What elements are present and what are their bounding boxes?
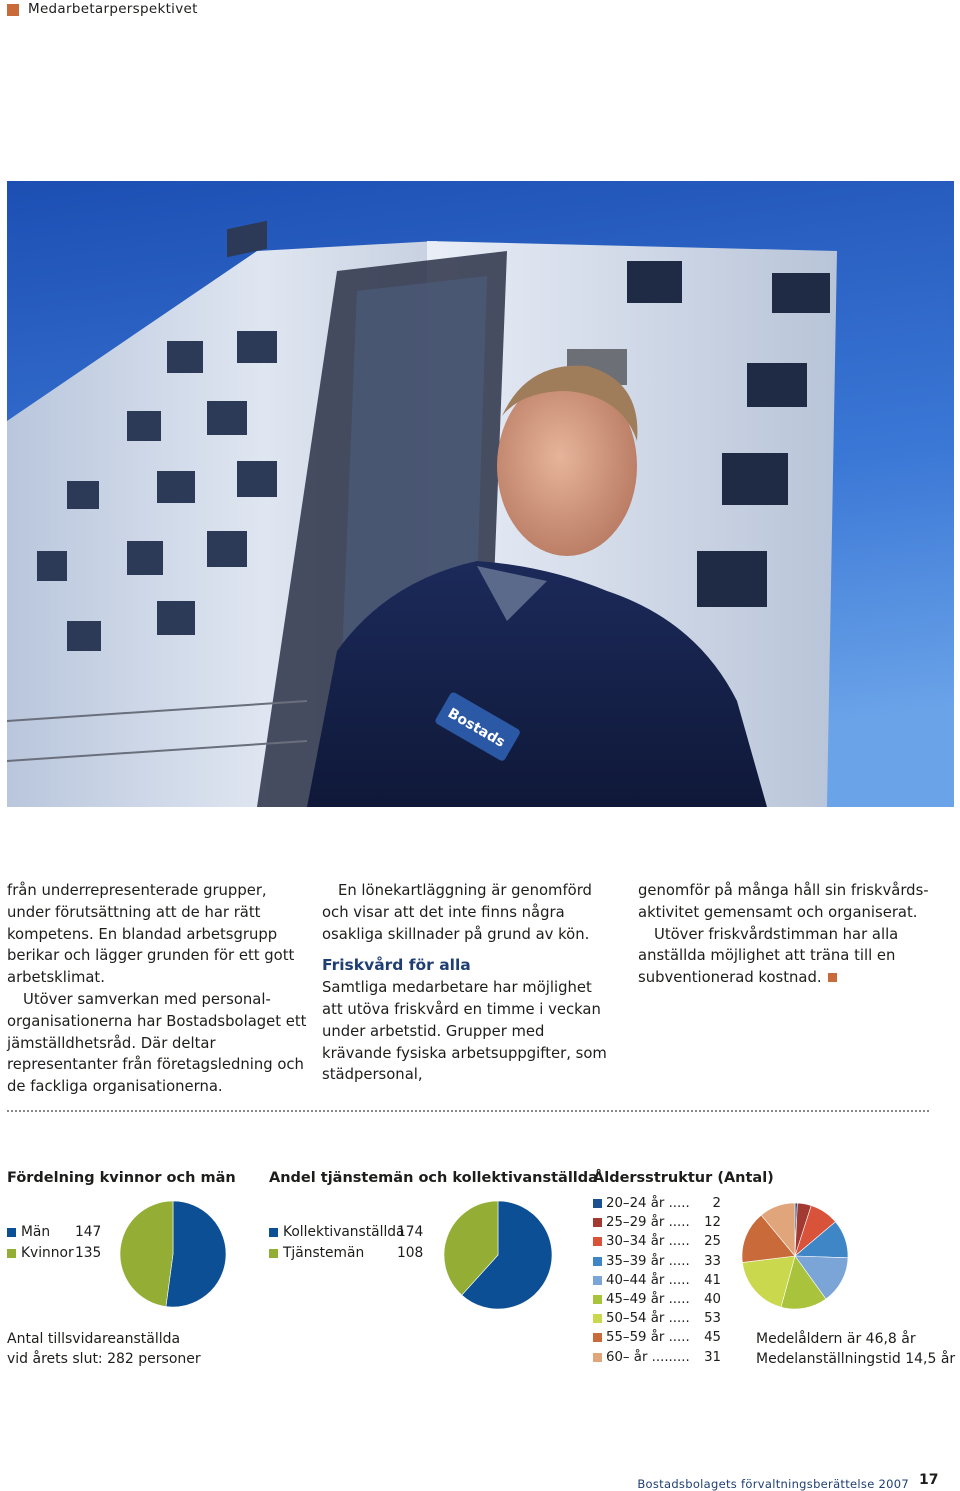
gender-note bbox=[7, 1329, 201, 1369]
age-legend-value: 33 bbox=[691, 1252, 721, 1271]
age-legend-label: 40–44 år ..... bbox=[606, 1271, 698, 1290]
age-legend-swatch bbox=[593, 1218, 602, 1227]
end-of-article-marker bbox=[828, 973, 837, 982]
age-legend-row bbox=[593, 1194, 723, 1213]
age-legend-swatch bbox=[593, 1276, 602, 1285]
photo-building-employee bbox=[7, 181, 954, 807]
legend-label-men: Män bbox=[21, 1224, 51, 1240]
age-note bbox=[756, 1329, 955, 1369]
footer-page-number: 17 bbox=[919, 1472, 939, 1488]
legend-label-women: Kvinnor bbox=[21, 1245, 74, 1261]
legend-swatch-women bbox=[7, 1249, 16, 1258]
age-legend-value: 41 bbox=[691, 1271, 721, 1290]
age-legend-row bbox=[593, 1290, 723, 1309]
age-legend-value: 45 bbox=[691, 1328, 721, 1347]
legend-label-tjanstemen: Tjänstemän bbox=[283, 1245, 365, 1261]
age-note-line-2: Medelanställningstid 14,5 år bbox=[756, 1351, 956, 1367]
legend-value-tjanstemen: 108 bbox=[397, 1245, 424, 1261]
gender-pie-slice bbox=[166, 1201, 226, 1307]
gender-pie-slice bbox=[120, 1201, 173, 1307]
gender-chart-title: Fördelning kvinnor och män bbox=[7, 1170, 236, 1186]
age-legend-swatch bbox=[593, 1257, 602, 1266]
section-marker-square bbox=[7, 4, 19, 16]
age-legend-label: 35–39 år ..... bbox=[606, 1252, 698, 1271]
age-legend bbox=[593, 1194, 723, 1366]
col2-heading: Friskvård för alla bbox=[322, 956, 471, 975]
legend-row-men bbox=[7, 1223, 117, 1241]
age-note-line-1: Medelåldern är 46,8 år bbox=[756, 1331, 916, 1347]
col1-paragraph-1: från underrepresenterade grupper, under förutsättning att de har rätt kompetens. En blandad arbetsgrupp berikar och lägger grunden för ett gott arbetsklimat. bbox=[7, 882, 295, 987]
age-legend-value: 40 bbox=[691, 1290, 721, 1309]
age-legend-value: 31 bbox=[691, 1348, 721, 1367]
legend-swatch-kollektiv bbox=[269, 1228, 278, 1237]
col1-paragraph-2: Utöver samverkan med personalorganisationerna har Bostadsbolaget ett jämställdhetsråd. Där deltar representanter från företagsledning och de fackliga organisationerna. bbox=[7, 990, 307, 1096]
age-legend-label: 55–59 år ..... bbox=[606, 1328, 698, 1347]
age-legend-label: 50–54 år ..... bbox=[606, 1309, 698, 1328]
legend-value-women: 135 bbox=[75, 1245, 102, 1261]
legend-swatch-men bbox=[7, 1228, 16, 1237]
text-column-3 bbox=[638, 880, 938, 989]
age-legend-label: 20–24 år ..... bbox=[606, 1194, 698, 1213]
gender-note-line-1: Antal tillsvidareanställda bbox=[7, 1331, 181, 1347]
employment-legend bbox=[269, 1223, 429, 1263]
age-legend-swatch bbox=[593, 1333, 602, 1342]
col3-paragraph-1: genomför på många håll sin friskvårdsaktivitet gemensamt och organiserat. bbox=[638, 882, 929, 921]
age-legend-value: 53 bbox=[691, 1309, 721, 1328]
legend-value-kollektiv: 174 bbox=[397, 1224, 424, 1240]
age-legend-swatch bbox=[593, 1199, 602, 1208]
employment-chart-title: Andel tjänstemän och kollektivanställda bbox=[269, 1170, 598, 1186]
age-legend-value: 12 bbox=[691, 1213, 721, 1232]
svg-text:Bostads: Bostads bbox=[444, 705, 508, 751]
age-legend-value: 2 bbox=[691, 1194, 721, 1213]
text-column-2 bbox=[322, 880, 617, 1086]
age-legend-label: 60– år ..... bbox=[606, 1348, 698, 1367]
dotted-divider bbox=[7, 1110, 929, 1112]
age-chart-title: Åldersstruktur (Antal) bbox=[593, 1170, 774, 1186]
gender-note-line-2: vid årets slut: 282 personer bbox=[7, 1351, 201, 1367]
legend-row-women bbox=[7, 1244, 117, 1262]
age-legend-value: 25 bbox=[691, 1232, 721, 1251]
col2-body: Samtliga medarbetare har möjlighet att utöva friskvård en timme i veckan under arbetstid. Grupper med krävande fysiska arbetsuppgifter, som städpersonal, bbox=[322, 979, 607, 1084]
age-legend-row bbox=[593, 1348, 723, 1367]
legend-value-men: 147 bbox=[75, 1224, 102, 1240]
age-legend-row bbox=[593, 1328, 723, 1347]
photo-illustration bbox=[7, 181, 954, 807]
legend-label-kollektiv: Kollektivanställda bbox=[283, 1224, 405, 1240]
age-legend-swatch bbox=[593, 1295, 602, 1304]
age-legend-swatch bbox=[593, 1314, 602, 1323]
age-legend-label: 25–29 år ..... bbox=[606, 1213, 698, 1232]
legend-row-tjanstemen bbox=[269, 1244, 429, 1262]
col2-intro: En lönekartläggning är genomförd och visar att det inte finns några osakliga skillnader på grund av kön. bbox=[322, 882, 592, 943]
gender-pie-chart bbox=[119, 1200, 227, 1308]
age-legend-row bbox=[593, 1252, 723, 1271]
text-column-1 bbox=[7, 880, 307, 1098]
age-legend-row bbox=[593, 1232, 723, 1251]
age-legend-label: 45–49 år ..... bbox=[606, 1290, 698, 1309]
age-legend-row bbox=[593, 1309, 723, 1328]
legend-row-kollektiv bbox=[269, 1223, 429, 1241]
age-legend-swatch bbox=[593, 1237, 602, 1246]
col3-paragraph-2-text: Utöver friskvårdstimman har alla anställda möjlighet att träna till en subventionerad kostnad. bbox=[638, 925, 899, 987]
age-legend-row bbox=[593, 1271, 723, 1290]
age-legend-label: 30–34 år ..... bbox=[606, 1232, 698, 1251]
col3-paragraph-2 bbox=[638, 924, 938, 989]
footer-report-title: Bostadsbolagets förvaltningsberättelse 2007 bbox=[637, 1477, 909, 1491]
section-label: Medarbetarperspektivet bbox=[28, 1, 198, 17]
gender-legend bbox=[7, 1223, 117, 1263]
age-legend-swatch bbox=[593, 1353, 602, 1362]
employment-pie-chart bbox=[443, 1200, 553, 1310]
legend-swatch-tjanstemen bbox=[269, 1249, 278, 1258]
age-pie-chart bbox=[741, 1202, 849, 1310]
age-legend-row bbox=[593, 1213, 723, 1232]
